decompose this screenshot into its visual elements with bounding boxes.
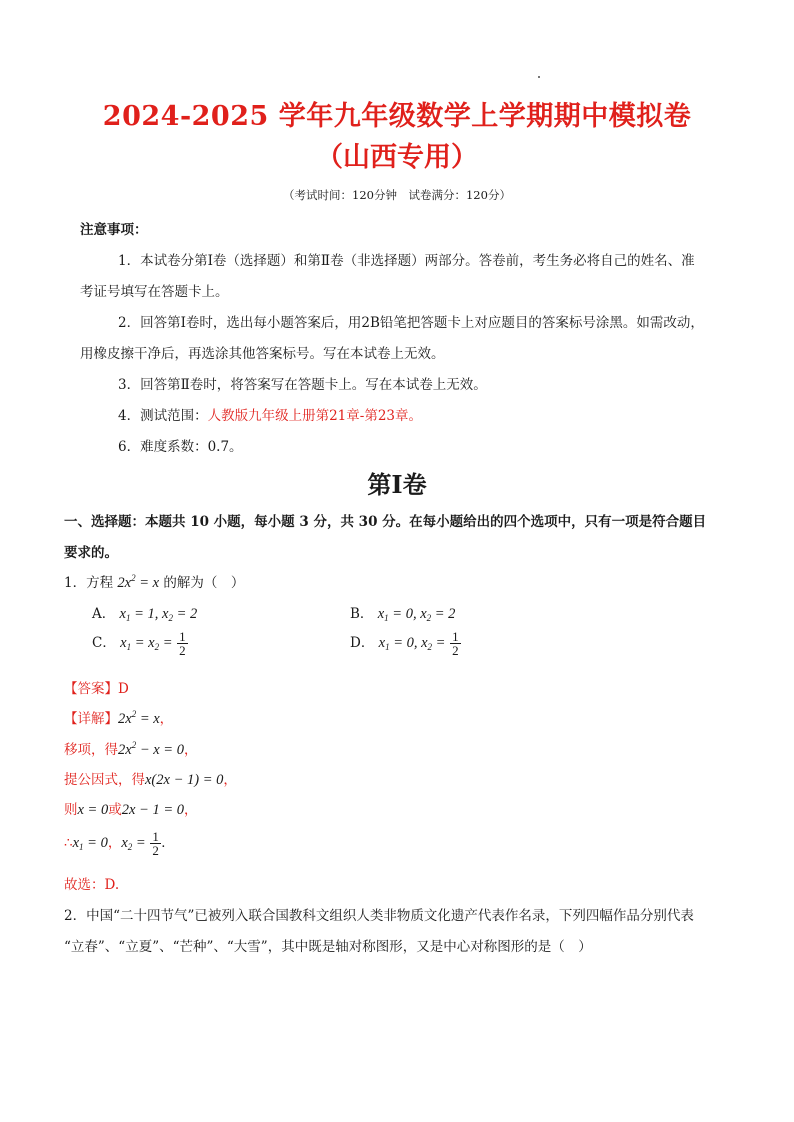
option-c-math: $x_1 = x_2$ = $\frac{1}{2}$ [120,629,186,658]
step-then-label: 则 [64,802,78,818]
answer-label: 【答案】 [64,681,118,697]
step-move-label: 移项，得 [64,742,118,758]
question-1 [64,571,244,592]
option-a-label: A． [92,606,116,622]
question-1-number: 1．方程 [64,575,114,591]
notice-item-1: 1．本试卷分第Ⅰ卷（选择题）和第Ⅱ卷（非选择题）两部分。答卷前，考生务必将自己的姓名、准 [118,253,695,269]
notice-item-3: 3．回答第Ⅱ卷时，将答案写在答题卡上。写在本试卷上无效。 [118,377,487,393]
detail-math-3b: 2x − 1 = 0 [121,802,184,818]
notice-item-2-cont: 用橡皮擦干净后，再选涂其他答案标号。写在本试卷上无效。 [80,346,445,362]
detail-label: 【详解】 [64,711,118,727]
option-b-math: $x_1 = 0$, $x_2 = 2$ [377,606,456,623]
equation: $2x^2 = x$ [117,573,160,591]
option-c [92,630,189,657]
notice-item-4-label: 4．测试范围： [118,408,208,424]
answer-value: D [118,681,129,697]
option-d [350,630,462,657]
detail-step-1: 移项，得$2x^2 - x = 0$， [64,740,198,758]
notice-item-2: 2．回答第Ⅰ卷时，选出每小题答案后，用2B铅笔把答题卡上对应题目的答案标号涂黑。如需改动， [118,315,704,331]
exam-time-info: （考试时间：120分钟 试卷满分：120分） [283,188,511,202]
detail-step-3: 则x = 0或2x − 1 = 0， [64,802,198,818]
step-or-label: 或 [108,802,122,818]
question-2: 2．中国“二十四节气”已被列入联合国教科文组织人类非物质文化遗产代表作名录，下列四幅作品分别代表 [64,908,694,924]
option-c-label: C． [92,634,116,651]
therefore-symbol: ∴ [64,834,73,851]
option-b [350,602,455,623]
detail-math-0: $2x^2 = x$ [118,709,160,727]
option-d-label: D． [350,634,375,651]
scan-speck [538,76,540,78]
question-2-cont: “立春”、“立夏”、“芒种”、“大雪”，其中既是轴对称图形，又是中心对称图形的是（ ） [64,939,592,955]
step-factor-label: 提公因式，得 [64,772,145,788]
notice-item-4 [118,404,422,424]
exam-title-region: （山西专用） [316,142,478,173]
option-b-label: B． [350,606,374,622]
answer [64,677,129,697]
detail-step-2: 提公因式，得x(2x − 1) = 0， [64,772,237,788]
detail-math-1: $2x^2 - x = 0$ [118,740,184,758]
detail-math-3a: x = 0 [77,802,109,818]
detail-step-4: $\therefore x_1 = 0$，$x_2$ = $\frac{1}{2}$ . [64,829,166,858]
option-a [92,602,197,623]
section-heading: 第Ⅰ卷 [367,470,427,499]
detail-math-5: $x_2$ = $\frac{1}{2}$ . [121,829,166,858]
question-1-prompt: 的解为（ ） [163,575,245,591]
option-a-math: $x_1 = 1$, $x_2 = 2$ [119,606,198,623]
detail-math-2: x(2x − 1) = 0 [145,772,224,788]
exam-title: 2024-2025 学年九年级数学上学期期中模拟卷 [102,101,692,132]
conclusion: 故选：D. [64,877,120,893]
section-instructions: 一、选择题：本题共 10 小题，每小题 3 分，共 30 分。在每小题给出的四个选项中，只有一项是符合题目 [64,514,707,530]
detail-math-4: $x_1 = 0$ [72,834,108,852]
notice-item-1-cont: 考证号填写在答题卡上。 [80,284,229,300]
section-instructions-cont: 要求的。 [64,545,118,561]
test-range: 人教版九年级上册第21章-第23章。 [207,408,423,424]
notice-heading: 注意事项： [80,222,148,238]
detail-step-0: 【详解】$2x^2 = x$， [64,709,174,727]
option-d-math: $x_1 = 0$, $x_2$ = $\frac{1}{2}$ [378,629,459,658]
notice-item-6: 6．难度系数：0.7。 [118,439,243,455]
